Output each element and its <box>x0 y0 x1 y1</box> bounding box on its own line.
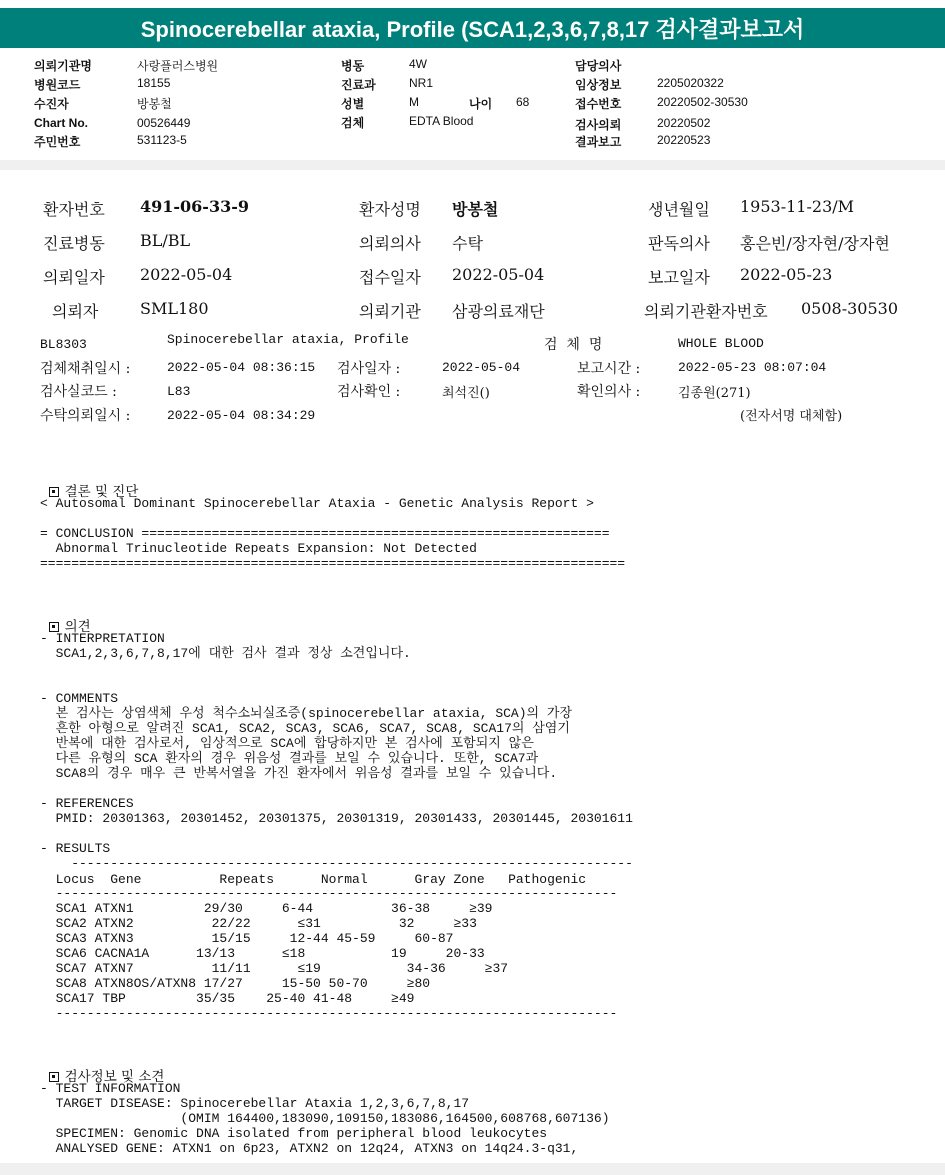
label-receipt-no: 접수번호 <box>575 97 622 111</box>
label-hospital-code: 병원코드 <box>34 78 81 92</box>
value-age: 68 <box>516 95 530 109</box>
label-requester: 의뢰자 <box>52 302 99 321</box>
label-department: 진료과 <box>341 78 376 92</box>
report-title: Spinocerebellar ataxia, Profile (SCA1,2,3,6,7,8,17 검사결과보고서 <box>0 8 945 48</box>
label-collect: 검체채취일시 : <box>40 361 131 377</box>
testinfo-line: (OMIM 164400,183090,109150,183086,164500,608768,607136) <box>40 1111 610 1126</box>
value-patient-name: 방봉철 <box>452 200 499 219</box>
value-hospital: 사랑플러스병원 <box>137 59 219 73</box>
value-department: NR1 <box>409 76 434 90</box>
value-org-patient-no: 0508-30530 <box>801 299 899 318</box>
label-specimen: 검체 <box>341 116 365 130</box>
value-report-time: 2022-05-23 08:07:04 <box>678 360 827 375</box>
results-row: SCA8 ATXN8OS/ATXN8 17/27 15-50 50-70 ≥80 <box>40 976 431 991</box>
section-conclusion-title <box>40 464 138 500</box>
label-order: 수탁의뢰일시 : <box>40 408 131 424</box>
value-clinical-info: 2205020322 <box>657 76 724 90</box>
results-head: - RESULTS <box>40 841 111 856</box>
results-row: SCA1 ATXN1 29/30 6-44 36-38 ≥39 <box>40 901 493 916</box>
label-patient-name: 환자성명 <box>359 200 421 219</box>
value-confirm-doctor: 김종원(271) <box>678 386 751 401</box>
label-test-date: 검사일자 : <box>337 361 401 377</box>
testinfo-line: SPECIMEN: Genomic DNA isolated from peripheral blood leukocytes <box>40 1126 548 1141</box>
results-row: SCA17 TBP 35/35 25-40 41-48 ≥49 <box>40 991 415 1006</box>
label-confirm: 검사확인 : <box>337 384 401 400</box>
esign-note: (전자서명 대체함) <box>740 409 843 424</box>
value-req-doctor: 수탁 <box>452 234 483 253</box>
label-ward: 병동 <box>341 59 365 73</box>
label-clinical-info: 임상정보 <box>575 78 622 92</box>
testinfo-line: ANALYSED GENE: ATXN1 on 6p23, ATXN2 on 12q24, ATXN3 on 14q24.3-q31, <box>40 1141 579 1156</box>
label-req-org: 의뢰기관 <box>359 302 421 321</box>
label-specimen-name: 검 체 명 <box>544 337 603 353</box>
label-confirm-doctor: 확인의사 : <box>577 384 641 400</box>
comments-head: - COMMENTS <box>40 691 119 706</box>
results-rule-top: ------------------------------------------------------------------------ <box>40 856 633 871</box>
label-resident-no: 주민번호 <box>34 135 81 149</box>
value-recv-date: 2022-05-04 <box>452 265 545 284</box>
report-title-line: < Autosomal Dominant Spinocerebellar Ataxia - Genetic Analysis Report > <box>40 496 594 511</box>
results-row: SCA2 ATXN2 22/22 ≤31 32 ≥33 <box>40 916 477 931</box>
conclusion-end-rule: =========================================================================== <box>40 556 626 571</box>
value-sex: M <box>409 95 419 109</box>
value-specimen: EDTA Blood <box>409 114 474 128</box>
value-specimen-name: WHOLE BLOOD <box>678 336 764 351</box>
label-report-date: 보고일자 <box>648 268 710 287</box>
results-row: SCA6 CACNA1A 13/13 ≤18 19 20-33 <box>40 946 485 961</box>
label-ward: 진료병동 <box>43 234 105 253</box>
label-reader: 판독의사 <box>648 234 710 253</box>
value-hospital-code: 18155 <box>137 76 171 90</box>
comments-line: 다른 유형의 SCA 환자의 경우 위음성 결과를 보일 수 있습니다. 또한, SCA7과 <box>40 751 539 766</box>
label-req-doctor: 의뢰의사 <box>359 234 421 253</box>
value-result-report: 20220523 <box>657 133 711 147</box>
value-reader: 홍은빈/장자현/장자현 <box>740 234 890 253</box>
testinfo-head: - TEST INFORMATION <box>40 1081 181 1096</box>
interpretation-head: - INTERPRETATION <box>40 631 165 646</box>
label-patient-no: 환자번호 <box>43 200 105 219</box>
value-chart-no: 00526449 <box>137 116 191 130</box>
conclusion-title-text: 결론 및 진단 <box>64 484 139 500</box>
comments-line: 본 검사는 상염색체 우성 척수소뇌실조증(spinocerebellar ataxia, SCA)의 가장 <box>40 706 573 721</box>
value-requester: SML180 <box>140 299 209 318</box>
label-room: 검사실코드 : <box>40 384 117 400</box>
opinion-title-text: 의견 <box>64 619 91 635</box>
label-hospital: 의뢰기관명 <box>34 59 92 73</box>
label-examinee: 수진자 <box>34 97 69 111</box>
value-req-date: 2022-05-04 <box>140 265 233 284</box>
results-row: SCA7 ATXN7 11/11 ≤19 34-36 ≥37 <box>40 961 509 976</box>
value-req-org: 삼광의료재단 <box>452 302 545 321</box>
label-physician: 담당의사 <box>575 59 622 73</box>
value-receipt-no: 20220502-30530 <box>657 95 748 109</box>
value-collect: 2022-05-04 08:36:15 <box>167 360 316 375</box>
results-header: Locus Gene Repeats Normal Gray Zone Pathogenic <box>40 872 587 887</box>
value-patient-no: 491-06-33-9 <box>140 197 249 216</box>
value-order: 2022-05-04 08:34:29 <box>167 408 316 423</box>
conclusion-text: Abnormal Trinucleotide Repeats Expansion: Not Detected <box>40 541 477 556</box>
interpretation-text: SCA1,2,3,6,7,8,17에 대한 검사 결과 정상 소견입니다. <box>40 646 411 661</box>
results-row: SCA3 ATXN3 15/15 12-44 45-59 60-87 <box>40 931 454 946</box>
references-head: - REFERENCES <box>40 796 134 811</box>
value-ward: 4W <box>409 57 427 71</box>
value-ward: BL/BL <box>140 231 191 250</box>
value-test-request: 20220502 <box>657 116 711 130</box>
results-rule-end: ------------------------------------------------------------------------ <box>40 1006 618 1021</box>
comments-line: SCA8의 경우 매우 큰 반복서열을 가진 환자에서 위음성 결과를 보일 수 있습니다. <box>40 766 558 781</box>
label-org-patient-no: 의뢰기관환자번호 <box>644 302 768 321</box>
label-result-report: 결과보고 <box>575 135 622 149</box>
test-name: Spinocerebellar ataxia, Profile <box>167 332 409 347</box>
test-code: BL8303 <box>40 337 87 352</box>
section-opinion-title <box>40 599 91 635</box>
results-rule-mid: ------------------------------------------------------------------------ <box>40 886 618 901</box>
label-recv-date: 접수일자 <box>359 268 421 287</box>
label-birth: 생년월일 <box>648 200 710 219</box>
section-testinfo-title <box>40 1049 164 1085</box>
testinfo-title-text: 검사정보 및 소견 <box>64 1069 165 1085</box>
value-birth: 1953-11-23/M <box>740 197 855 216</box>
label-sex: 성별 <box>341 97 365 111</box>
report-banner <box>0 0 945 58</box>
references-text: PMID: 20301363, 20301452, 20301375, 20301319, 20301433, 20301445, 20301611 <box>40 811 633 826</box>
label-age: 나이 <box>469 97 493 111</box>
comments-line: 반복에 대한 검사로서, 임상적으로 SCA에 합당하지만 본 검사에 포함되지 않은 <box>40 736 534 751</box>
value-confirm: 최석진() <box>442 386 490 401</box>
label-report-time: 보고시간 : <box>577 361 641 377</box>
value-room: L83 <box>167 384 191 399</box>
label-req-date: 의뢰일자 <box>43 268 105 287</box>
comments-line: 흔한 아형으로 알려진 SCA1, SCA2, SCA3, SCA6, SCA7, SCA8, SCA17의 삼염기 <box>40 721 570 736</box>
conclusion-rule: = CONCLUSION ============================================================ <box>40 526 610 541</box>
separator <box>0 160 945 170</box>
value-test-date: 2022-05-04 <box>442 360 521 375</box>
label-chart-no: Chart No. <box>34 116 88 130</box>
value-resident-no: 531123-5 <box>137 133 187 147</box>
label-test-request: 검사의뢰 <box>575 118 622 132</box>
testinfo-line: TARGET DISEASE: Spinocerebellar Ataxia 1,2,3,6,7,8,17 <box>40 1096 470 1111</box>
value-examinee: 방봉철 <box>137 97 172 111</box>
value-report-date: 2022-05-23 <box>740 265 833 284</box>
bottom-separator <box>0 1163 945 1175</box>
